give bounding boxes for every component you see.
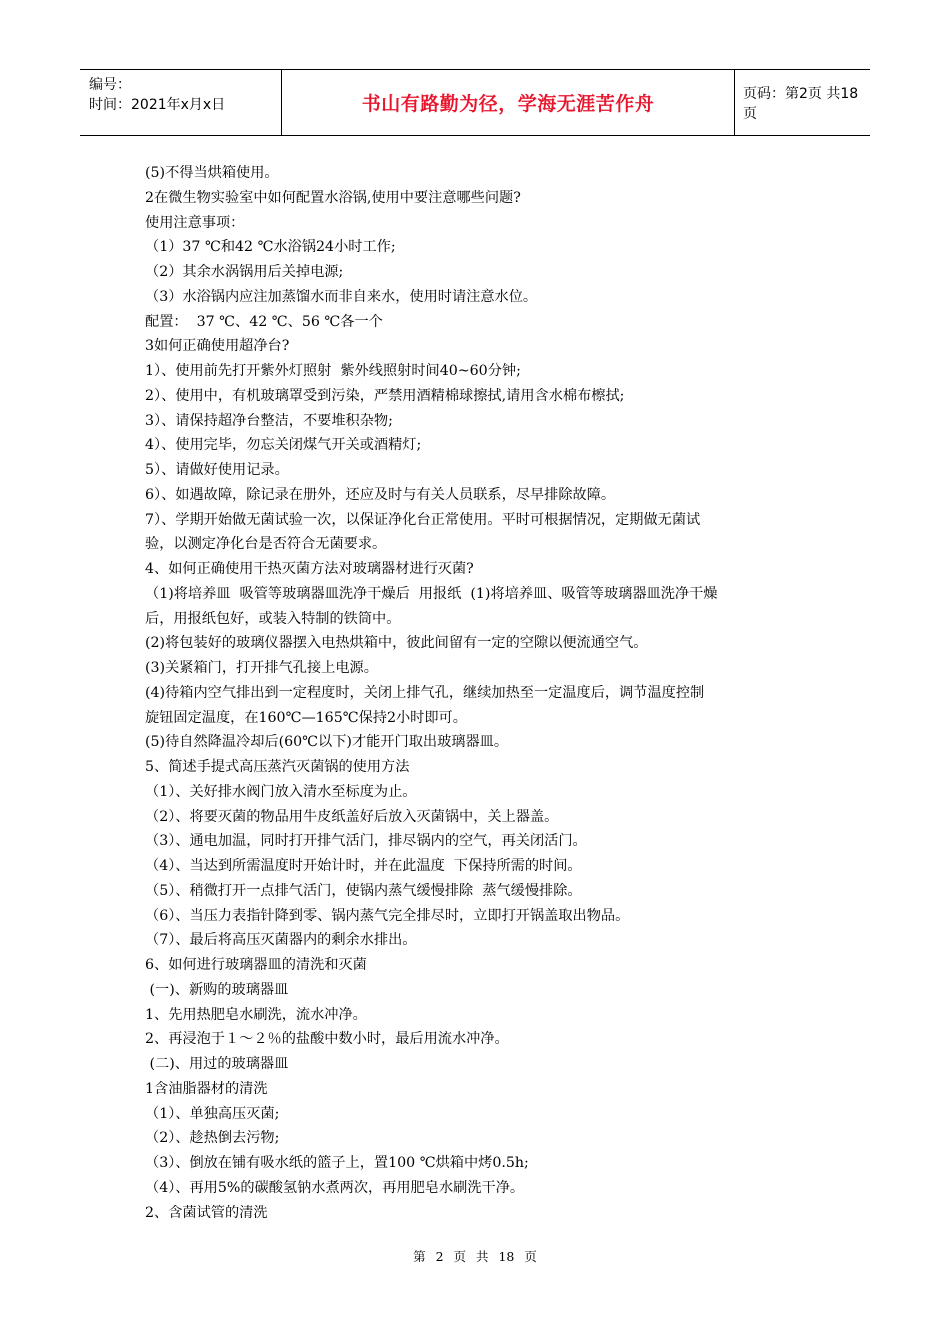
body-line: 6）、如遇故障，除记录在册外，还应及时与有关人员联系，尽早排除故障。 (145, 486, 616, 503)
body-line: （3）、倒放在铺有吸水纸的篮子上，置100 ℃烘箱中烤0.5h; (145, 1155, 529, 1171)
body-line: 5、简述手提式高压蒸汽灭菌锅的使用方法 (145, 759, 410, 775)
body-line: 后，用报纸包好，或装入特制的铁筒中。 (145, 610, 401, 627)
body-line: 1含油脂器材的清洗 (145, 1080, 268, 1097)
body-line: （4）、再用5%的碳酸氢钠水煮两次，再用肥皂水刷洗干净。 (145, 1179, 525, 1196)
body-line: （7）、最后将高压灭菌器内的剩余水排出。 (145, 932, 417, 949)
body-line: 3）、请保持超净台整洁，不要堆积杂物; (145, 412, 393, 429)
body-line: 2在微生物实验室中如何配置水浴锅,使用中要注意哪些问题? (145, 189, 521, 206)
body-line: （6）、当压力表指针降到零、锅内蒸气完全排尽时，立即打开锅盖取出物品。 (145, 907, 630, 924)
page-header (80, 69, 870, 136)
body-line: (一)、新购的玻璃器皿 (145, 981, 289, 998)
body-line: 1、先用热肥皂水刷洗，流水冲净。 (145, 1006, 367, 1023)
body-line: 2、再浸泡于１～２％的盐酸中数小时，最后用流水冲净。 (145, 1031, 509, 1048)
header-motto-cell (282, 70, 735, 135)
body-line: （5）、稍微打开一点排气活门，使锅内蒸气缓慢排除 蒸气缓慢排除。 (145, 882, 582, 899)
body-line: 3如何正确使用超净台? (145, 338, 290, 355)
header-time-label: 时间：2021年x月x日 (89, 97, 226, 113)
body-line: 2、含菌试管的清洗 (145, 1204, 268, 1221)
body-line: 1）、使用前先打开紫外灯照射 紫外线照射时间40~60分钟; (145, 363, 521, 379)
body-line: (2)将包装好的玻璃仪器摆入电热烘箱中，彼此间留有一定的空隙以便流通空气。 (145, 635, 648, 652)
body-line: 配置： 37 ℃、42 ℃、56 ℃各一个 (145, 313, 383, 330)
header-motto: 书山有路勤为径，学海无涯苦作舟 (361, 93, 655, 115)
document-body (145, 161, 813, 1225)
body-line: (5)待自然降温冷却后(60℃以下)才能开门取出玻璃器皿。 (145, 734, 509, 751)
body-line: 4）、使用完毕，勿忘关闭煤气开关或酒精灯; (145, 437, 422, 454)
body-line: 6、如何进行玻璃器皿的清洗和灭菌 (145, 957, 367, 973)
page-footer: 第 2 页 共 18 页 (413, 1249, 537, 1264)
body-line: (二)、用过的玻璃器皿 (145, 1056, 289, 1072)
body-line: 7）、学期开始做无菌试验一次，以保证净化台正常使用。平时可根据情况，定期做无菌试 (145, 511, 701, 528)
header-number-label: 编号： (89, 77, 131, 93)
body-line: 使用注意事项： (145, 214, 245, 231)
body-line: （2）、将要灭菌的物品用牛皮纸盖好后放入灭菌锅中，关上器盖。 (145, 808, 559, 825)
body-line: （4）、当达到所需温度时开始计时，并在此温度 下保持所需的时间。 (145, 858, 582, 874)
body-line: 5）、请做好使用记录。 (145, 462, 289, 478)
body-line: （1）、关好排水阀门放入清水至标度为止。 (145, 783, 417, 800)
body-line: (5)不得当烘箱使用。 (145, 165, 279, 181)
body-line: （1)将培养皿 吸管等玻璃器皿洗净干燥后 用报纸 (1)将培养皿、吸管等玻璃器皿洗净干燥 (145, 585, 718, 602)
body-line: （1）37 ℃和42 ℃水浴锅24小时工作; (145, 239, 396, 256)
header-page-cell (735, 70, 870, 135)
header-meta-cell (80, 70, 282, 135)
body-line: （2）、趁热倒去污物; (145, 1130, 280, 1147)
body-line: （2）其余水涡锅用后关掉电源; (145, 264, 344, 280)
header-page-info: 页码：第2页 共18页 (743, 85, 859, 122)
body-line: （3）、通电加温，同时打开排气活门，排尽锅内的空气，再关闭活门。 (145, 833, 587, 850)
body-line: 2）、使用中，有机玻璃罩受到污染，严禁用酒精棉球擦拭,请用含水棉布檫拭; (145, 387, 625, 404)
body-line: 验，以测定净化台是否符合无菌要求。 (145, 536, 387, 553)
body-line: 旋钮固定温度，在160℃—165℃保持2小时即可。 (145, 709, 467, 726)
body-line: (4)待箱内空气排出到一定程度时，关闭上排气孔，继续加热至一定温度后，调节温度控制 (145, 684, 705, 701)
body-line: (3)关紧箱门，打开排气孔接上电源。 (145, 660, 378, 676)
body-line: （1）、单独高压灭菌; (145, 1105, 280, 1122)
body-line: （3）水浴锅内应注加蒸馏水而非自来水，使用时请注意水位。 (145, 288, 538, 305)
body-line: 4、如何正确使用干热灭菌方法对玻璃器材进行灭菌? (145, 561, 474, 577)
